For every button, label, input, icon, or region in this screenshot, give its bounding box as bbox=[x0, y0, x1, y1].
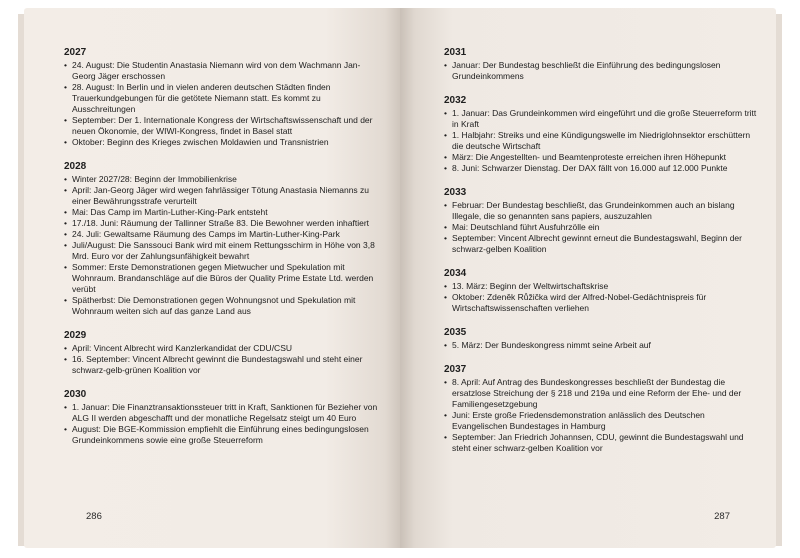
page-number-left: 286 bbox=[86, 511, 102, 522]
event-entry: • 16. September: Vincent Albrecht gewinnt die Bundestagswahl und steht einer schwarz-gelb-grünen Koalition vor bbox=[64, 354, 382, 376]
event-list bbox=[444, 340, 758, 351]
year-section bbox=[64, 388, 382, 446]
event-list bbox=[64, 60, 382, 148]
year-heading: 2037 bbox=[444, 364, 467, 375]
event-entry: • Mai: Deutschland führt Ausfuhrzölle ein bbox=[444, 222, 758, 233]
event-entry: • 8. Juni: Schwarzer Dienstag. Der DAX fällt von 16.000 auf 12.000 Punkte bbox=[444, 163, 758, 174]
right-page-timeline bbox=[444, 46, 758, 454]
left-page bbox=[24, 8, 400, 548]
year-heading: 2030 bbox=[64, 389, 87, 400]
event-entry: • 1. Januar: Das Grundeinkommen wird eingeführt und die große Steuerreform tritt in Kraft bbox=[444, 108, 758, 130]
year-section bbox=[444, 267, 758, 314]
year-section bbox=[444, 363, 758, 454]
event-entry: • Februar: Der Bundestag beschließt, das Grundeinkommen auch an bislang Illegale, die so genannten sans papiers, auszuzahlen bbox=[444, 200, 758, 222]
year-section bbox=[64, 160, 382, 317]
year-section bbox=[64, 46, 382, 148]
event-list bbox=[444, 377, 758, 454]
year-section bbox=[444, 94, 758, 174]
year-heading: 2035 bbox=[444, 327, 467, 338]
event-entry: • 13. März: Beginn der Weltwirtschaftskrise bbox=[444, 281, 758, 292]
event-entry: • 17./18. Juni: Räumung der Tallinner Straße 83. Die Bewohner werden inhaftiert bbox=[64, 218, 382, 229]
year-section bbox=[64, 329, 382, 376]
event-entry: • 5. März: Der Bundeskongress nimmt seine Arbeit auf bbox=[444, 340, 758, 351]
event-entry: • Juni: Erste große Friedensdemonstration anlässlich des Deutschen Evangelischen Bundestages in Hamburg bbox=[444, 410, 758, 432]
event-entry: • September: Jan Friedrich Johannsen, CDU, gewinnt die Bundestagswahl und steht einer schwarz-gelben Koalition vor bbox=[444, 432, 758, 454]
event-entry: • 28. August: In Berlin und in vielen anderen deutschen Städten finden Trauerkundgebungen für die getötete Niemann statt. Es kommt zu Ausschreitungen bbox=[64, 82, 382, 115]
event-entry: • Juli/August: Die Sanssouci Bank wird mit einem Rettungsschirm in Höhe von 3,8 Mrd. Euro vor der Zahlungsunfähigkeit bewahrt bbox=[64, 240, 382, 262]
event-entry: • August: Die BGE-Kommission empfiehlt die Einführung eines bedingungslosen Grundeinkommens sowie eine große Steuerreform bbox=[64, 424, 382, 446]
event-entry: • April: Vincent Albrecht wird Kanzlerkandidat der CDU/CSU bbox=[64, 343, 382, 354]
year-heading: 2032 bbox=[444, 95, 467, 106]
event-entry: • März: Die Angestellten- und Beamtenproteste erreichen ihren Höhepunkt bbox=[444, 152, 758, 163]
event-entry: • Oktober: Beginn des Krieges zwischen Moldawien und Transnistrien bbox=[64, 137, 382, 148]
event-entry: • Spätherbst: Die Demonstrationen gegen Wohnungsnot und Spekulation mit Wohnraum weiten sich auf das ganze Land aus bbox=[64, 295, 382, 317]
year-heading: 2033 bbox=[444, 187, 467, 198]
event-entry: • September: Vincent Albrecht gewinnt erneut die Bundestagswahl, Beginn der schwarz-gelben Koalition bbox=[444, 233, 758, 255]
year-heading: 2028 bbox=[64, 161, 87, 172]
event-entry: • Winter 2027/28: Beginn der Immobilienkrise bbox=[64, 174, 382, 185]
event-entry: • April: Jan-Georg Jäger wird wegen fahrlässiger Tötung Anastasia Niemanns zu einer Bewährungsstrafe verurteilt bbox=[64, 185, 382, 207]
event-entry: • Oktober: Zdeněk Růžička wird der Alfred-Nobel-Gedächtnispreis für Wirtschaftswissenschaften verliehen bbox=[444, 292, 758, 314]
year-section bbox=[444, 186, 758, 255]
right-page bbox=[400, 8, 776, 548]
event-list bbox=[64, 343, 382, 376]
year-heading: 2031 bbox=[444, 47, 467, 58]
year-heading: 2034 bbox=[444, 268, 467, 279]
event-list bbox=[444, 281, 758, 314]
event-entry: • 1. Halbjahr: Streiks und eine Kündigungswelle im Niedriglohnsektor erschüttern die deutsche Wirtschaft bbox=[444, 130, 758, 152]
event-entry: • Januar: Der Bundestag beschließt die Einführung des bedingungslosen Grundeinkommens bbox=[444, 60, 758, 82]
year-section bbox=[444, 46, 758, 82]
event-entry: • Sommer: Erste Demonstrationen gegen Mietwucher und Spekulation mit Wohnraum. Brandanschläge auf die Büros der Quality Prime Estate Ltd. werden verübt bbox=[64, 262, 382, 295]
event-entry: • 1. Januar: Die Finanztransaktionssteuer tritt in Kraft, Sanktionen für Bezieher von ALG II werden abgeschafft und der monatliche Regelsatz steigt um 40 Euro bbox=[64, 402, 382, 424]
event-entry: • 24. August: Die Studentin Anastasia Niemann wird von dem Wachmann Jan-Georg Jäger erschossen bbox=[64, 60, 382, 82]
page-number-right: 287 bbox=[714, 511, 730, 522]
event-list bbox=[444, 200, 758, 255]
event-list bbox=[64, 174, 382, 317]
event-list bbox=[444, 108, 758, 174]
event-entry: • 24. Juli: Gewaltsame Räumung des Camps im Martin-Luther-King-Park bbox=[64, 229, 382, 240]
event-list bbox=[64, 402, 382, 446]
year-heading: 2029 bbox=[64, 330, 87, 341]
event-entry: • September: Der 1. Internationale Kongress der Wirtschaftswissenschaft und der neuen Ökonomie, der WIWI-Kongress, findet in Basel statt bbox=[64, 115, 382, 137]
year-section bbox=[444, 326, 758, 351]
event-list bbox=[444, 60, 758, 82]
event-entry: • 8. April: Auf Antrag des Bundeskongresses beschließt der Bundestag die ersatzlose Streichung der § 218 und 219a und eine Reform der Ehe- und der Familiengesetzgebung bbox=[444, 377, 758, 410]
left-page-timeline bbox=[64, 46, 382, 446]
event-entry: • Mai: Das Camp im Martin-Luther-King-Park entsteht bbox=[64, 207, 382, 218]
year-heading: 2027 bbox=[64, 47, 87, 58]
